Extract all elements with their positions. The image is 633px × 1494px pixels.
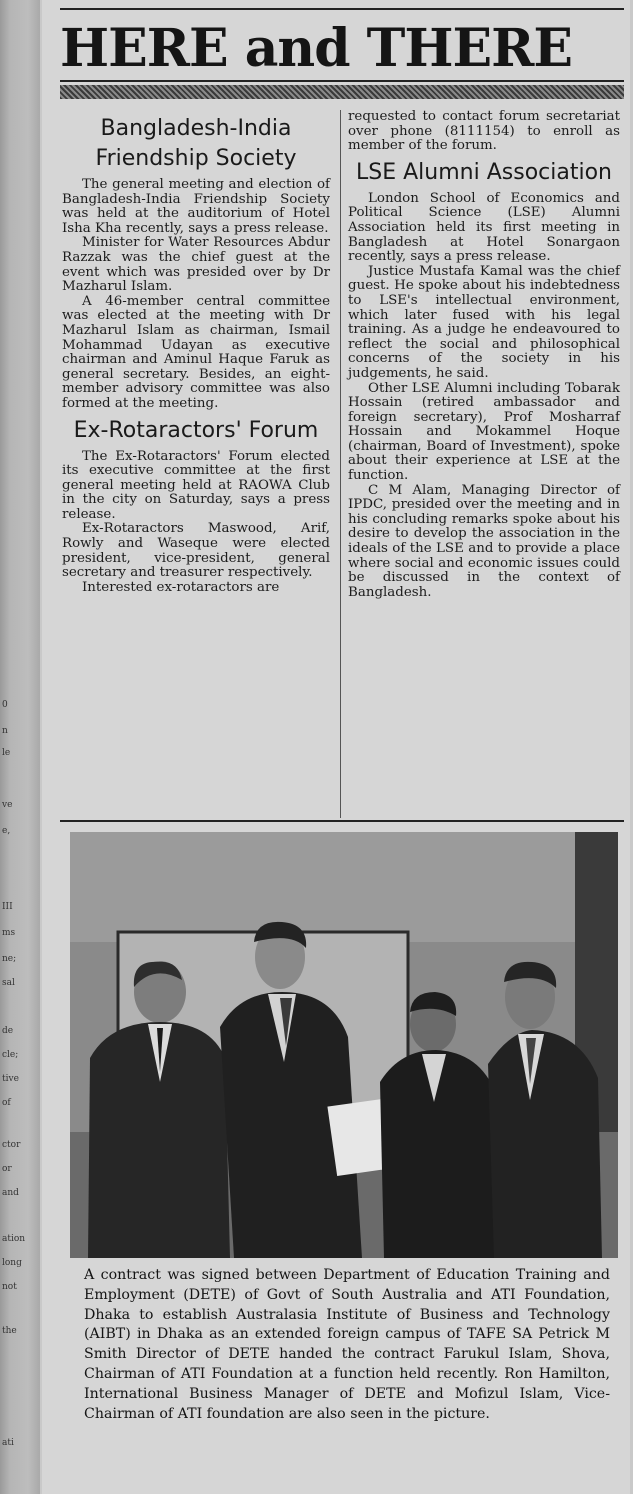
adjacent-page-strip [0,0,40,1494]
strip-fragment: tive [2,1074,19,1084]
strip-fragment: ation [2,1234,26,1244]
strip-fragment: e, [2,826,11,836]
strip-fragment: or [2,1164,12,1174]
article-heading-ex-rotaractors: Ex-Rotaractors' Forum [73,417,319,443]
article-heading-lse-alumni: LSE Alumni Association [356,159,612,185]
column-divider [340,110,341,818]
strip-fragment: sal [2,978,15,988]
photo-illustration [70,832,618,1258]
article-heading-friendship-society: Bangladesh-India Friendship Society [95,116,297,171]
strip-fragment: ati [2,1438,14,1448]
strip-fragment: ve [2,800,13,810]
contract-signing-photo [70,832,618,1258]
article-paragraph: Other LSE Alumni including Tobarak Hossain (retired ambassador and foreign secretary), Prof Mosharraf Hossain and Mokammel Hoque (chairman, Board of Investment), spoke about their experience at LSE at the function. [348,380,620,484]
article-paragraph: C M Alam, Managing Director of IPDC, presided over the meeting and in his concluding remarks spoke about his desire to develop the association in the ideals of the LSE and to provide a place where social and economic issues could be discussed in the context of Bangladesh. [348,482,620,600]
strip-fragment: ctor [2,1140,21,1150]
article-paragraph: Interested ex-rotaractors are [82,579,280,595]
strip-fragment: and [2,1188,19,1198]
article-paragraph: Minister for Water Resources Abdur Razzak was the chief guest at the event which was presided over by Dr Mazharul Islam. [62,235,330,295]
strip-fragment: n [2,726,8,736]
article-paragraph: The general meeting and election of Bangladesh-India Friendship Society was held at the auditorium of Hotel Isha Kha recently, says a press release. [62,177,330,236]
top-rule [60,8,624,10]
strip-fragment: de [2,1026,14,1036]
newspaper-page [42,0,630,1494]
strip-fragment: le [2,748,11,758]
strip-fragment: cle; [2,1050,19,1060]
article-continuation: requested to contact forum secretariat over phone (8111154) to enroll as member of the forum. [348,109,620,154]
masthead-rule [60,80,624,82]
photo-rule [60,820,624,822]
left-column [62,110,330,595]
article-paragraph: Justice Mustafa Kamal was the chief guest. He spoke about his indebtedness to LSE's intellectual environment, which later fused with his legal training. As a judge he endeavoured to reflect the social and philosophical concerns of the society in his judgements, he said. [348,263,620,381]
article-paragraph: London School of Economics and Political Science (LSE) Alumni Association held its first meeting in Bangladesh at Hotel Sonargaon recently, says a press release. [348,190,620,265]
article-paragraph: The Ex-Rotaractors' Forum elected its executive committee at the first general meeting held at RAOWA Club in the city on Saturday, says a press release. [62,448,330,522]
strip-fragment: not [2,1282,17,1292]
photo-caption: A contract was signed between Department of Education Training and Employment (DETE) of Govt of South Australia and ATI Foundation, Dhaka to establish Australasia Institute of Business and Technology (AIBT) in Dhaka as an extended foreign campus of TAFE SA Petrick M Smith Director of DETE handed the contract Farukul Islam, Shova, Chairman of ATI Foundation at a function held recently. Ron Hamilton, International Business Manager of DETE and Mofizul Islam, Vice-Chairman of ATI foundation are also seen in the picture. [84,1267,610,1422]
strip-fragment: ne; [2,954,17,964]
article-paragraph: Ex-Rotaractors Maswood, Arif, Rowly and Waseque were elected president, vice-president, general secretary and treasurer respectively. [62,521,330,581]
strip-fragment: 0 [2,700,8,710]
strip-fragment: ms [2,928,16,938]
strip-fragment: III [2,902,13,912]
masthead-hatch-band [60,85,624,99]
section-masthead: HERE and THERE [60,18,572,79]
strip-fragment: the [2,1326,17,1336]
strip-fragment: of [2,1098,11,1108]
article-paragraph: A 46-member central committee was elected at the meeting with Dr Mazharul Islam as chairman, Ismail Mohammad Udayan as executive chairman and Aminul Haque Faruk as general secretary. Besides, an eight-member advisory committee was also formed at the meeting. [62,293,330,411]
right-column [348,110,620,600]
strip-fragment: long [2,1258,22,1268]
